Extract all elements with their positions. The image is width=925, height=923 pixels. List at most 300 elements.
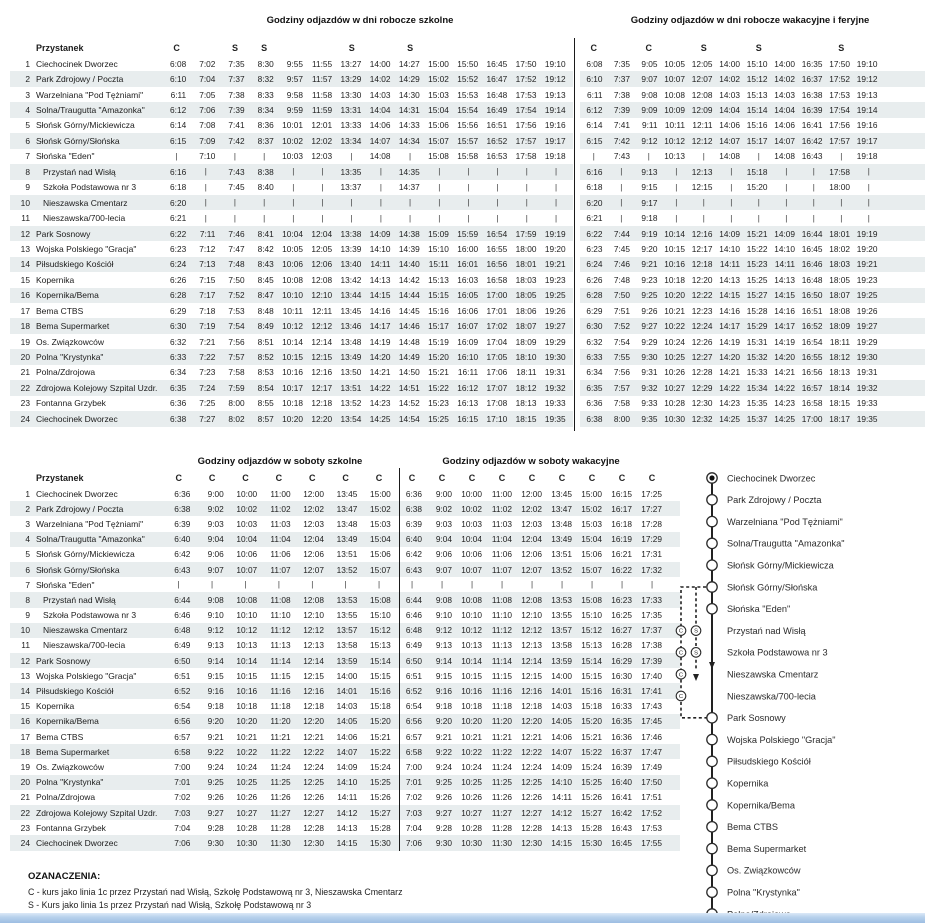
time-cell: 9:15	[641, 182, 658, 193]
time-cell: 12:13	[691, 166, 713, 177]
stop-number: 19	[20, 761, 30, 772]
variant-stop-letter: C	[678, 650, 684, 657]
time-cell: 15:10	[369, 610, 391, 621]
time-cell: 14:17	[369, 321, 391, 332]
time-cell: 19:21	[544, 259, 566, 270]
time-cell: 16:52	[801, 321, 823, 332]
time-cell: 19:31	[856, 367, 878, 378]
time-cell: 17:53	[641, 822, 662, 833]
time-cell: 14:09	[369, 228, 391, 239]
no-stop-mark: |	[409, 213, 412, 223]
time-cell: 7:56	[613, 367, 630, 378]
stop-name: Park Sosnowy	[36, 655, 91, 666]
time-cell: 17:53	[515, 89, 537, 100]
time-cell: 17:49	[641, 761, 662, 772]
time-cell: 6:24	[170, 259, 187, 270]
time-cell: 16:54	[486, 228, 508, 239]
time-cell: 7:05	[199, 89, 216, 100]
time-cell: 17:41	[641, 686, 662, 697]
time-cell: 8:02	[228, 413, 245, 424]
time-cell: 15:11	[428, 259, 449, 270]
time-cell: 14:07	[551, 746, 572, 757]
time-cell: 12:27	[691, 352, 713, 363]
route-variant-mark: C	[648, 473, 656, 483]
time-cell: 15:06	[581, 549, 602, 560]
time-cell: 14:50	[398, 367, 420, 378]
time-cell: 10:08	[664, 89, 685, 100]
time-cell: 8:00	[613, 413, 630, 424]
time-cell: 14:11	[370, 259, 391, 270]
time-cell: 14:10	[369, 243, 391, 254]
time-cell: 18:13	[515, 398, 537, 409]
no-stop-mark: |	[647, 151, 650, 161]
time-cell: 14:39	[398, 243, 420, 254]
top-table-divider	[574, 38, 575, 431]
stop-name: Słońska "Eden"	[36, 579, 95, 590]
time-cell: 6:50	[405, 655, 422, 666]
no-stop-mark: |	[244, 580, 247, 590]
time-cell: 6:42	[174, 549, 191, 560]
time-cell: 7:41	[613, 120, 630, 131]
time-cell: 9:28	[435, 822, 452, 833]
variant-stop-letter: C	[678, 672, 684, 679]
time-cell: 7:46	[228, 228, 245, 239]
time-cell: 6:35	[170, 382, 187, 393]
stop-name: Piłsudskiego Kościół	[36, 259, 114, 270]
time-cell: 12:00	[303, 488, 324, 499]
time-cell: 7:11	[199, 228, 216, 239]
stop-number: 20	[20, 352, 30, 363]
time-cell: 7:19	[199, 321, 216, 332]
time-cell: 17:50	[641, 777, 662, 788]
time-cell: 7:01	[174, 777, 191, 788]
time-cell: 11:04	[270, 534, 291, 545]
stop-number: 20	[20, 777, 30, 788]
time-cell: 10:07	[236, 564, 258, 575]
time-cell: 16:06	[457, 305, 479, 316]
time-cell: 14:06	[719, 120, 740, 131]
time-cell: 7:00	[405, 761, 422, 772]
legend-heading: OZANACZENIA:	[28, 871, 101, 882]
stop-name: Ciechocinek Dworzec	[36, 58, 118, 69]
stop-icon	[707, 516, 717, 526]
stop-name: Solna/Traugutta "Amazonka"	[36, 534, 145, 545]
time-cell: 7:39	[228, 105, 245, 116]
time-cell: 9:13	[435, 640, 452, 651]
no-stop-mark: |	[867, 198, 870, 208]
time-cell: 9:21	[435, 731, 452, 742]
no-stop-mark: |	[277, 580, 280, 590]
time-cell: 12:06	[311, 259, 333, 270]
time-cell: 17:08	[486, 398, 508, 409]
time-cell: 9:30	[641, 352, 658, 363]
time-cell: 11:08	[491, 594, 512, 605]
time-cell: 15:10	[428, 243, 449, 254]
time-cell: 14:22	[719, 382, 740, 393]
time-cell: 12:10	[311, 290, 333, 301]
stop-name: Fontanna Grzybek	[36, 398, 106, 409]
header-row	[397, 470, 680, 486]
time-cell: 12:13	[521, 640, 542, 651]
timetable-row	[580, 180, 925, 195]
time-cell: 17:39	[641, 655, 662, 666]
time-cell: 16:55	[486, 243, 508, 254]
time-cell: 18:15	[829, 398, 850, 409]
time-cell: 17:04	[486, 336, 508, 347]
timetable-row	[397, 532, 680, 547]
time-cell: 16:40	[611, 777, 632, 788]
timetable-row	[10, 257, 573, 272]
no-stop-mark: |	[757, 198, 760, 208]
time-cell: 9:21	[207, 731, 224, 742]
time-cell: 16:37	[611, 746, 632, 757]
time-cell: 15:04	[581, 534, 602, 545]
time-cell: 12:21	[521, 731, 542, 742]
legend-line-c: C - kurs jako linia 1c przez Przystań nad Wisłą, Szkołę Podstawową nr 3, Nieszawska Cmentarz	[28, 887, 403, 897]
time-cell: 18:02	[829, 243, 850, 254]
time-cell: 14:22	[774, 382, 795, 393]
no-stop-mark: |	[730, 167, 733, 177]
route-variant-mark: C	[275, 473, 283, 483]
time-cell: 10:03	[461, 518, 482, 529]
time-cell: 14:04	[719, 105, 740, 116]
time-cell: 15:07	[369, 564, 391, 575]
time-cell: 15:04	[428, 105, 449, 116]
time-cell: 13:38	[340, 228, 362, 239]
time-cell: 12:16	[691, 228, 713, 239]
time-cell: 9:20	[435, 716, 452, 727]
time-cell: 9:08	[641, 89, 658, 100]
stop-number: 14	[20, 259, 30, 270]
time-cell: 19:10	[544, 58, 566, 69]
time-cell: 11:08	[270, 594, 291, 605]
time-cell: 7:42	[613, 135, 630, 146]
time-cell: 10:18	[236, 701, 258, 712]
no-stop-mark: |	[263, 213, 266, 223]
time-cell: 10:25	[664, 352, 685, 363]
time-cell: 14:11	[719, 259, 740, 270]
timetable-row	[397, 775, 680, 790]
route-variant-mark: C	[468, 473, 476, 483]
diagram-stop-label: Słońsk Górny/Słońska	[727, 582, 818, 593]
timetable-row	[10, 562, 399, 577]
time-cell: 14:04	[774, 105, 795, 116]
route-variant-mark: C	[408, 473, 416, 483]
time-cell: 6:22	[586, 228, 603, 239]
time-cell: 7:43	[613, 151, 630, 162]
diagram-stop-label: Piłsudskiego Kościół	[727, 756, 811, 767]
time-cell: 11:04	[491, 534, 512, 545]
time-cell: 14:51	[398, 382, 420, 393]
time-cell: 14:09	[551, 761, 572, 772]
time-cell: 7:57	[613, 382, 630, 393]
time-cell: 10:18	[282, 398, 303, 409]
time-cell: 14:12	[336, 807, 358, 818]
time-cell: 15:52	[457, 74, 479, 85]
time-cell: 14:54	[398, 413, 420, 424]
time-cell: 15:28	[746, 305, 768, 316]
stop-number: 22	[20, 807, 30, 818]
time-cell: 16:11	[457, 367, 479, 378]
stop-name: Kopernika/Bema	[36, 290, 99, 301]
timetable-row	[397, 729, 680, 744]
stop-number: 6	[25, 564, 30, 575]
stop-number: 3	[25, 89, 30, 100]
time-cell: 9:00	[435, 488, 452, 499]
time-cell: 15:06	[428, 120, 449, 131]
time-cell: 6:34	[586, 367, 603, 378]
time-cell: 14:19	[369, 336, 391, 347]
time-cell: 16:51	[801, 305, 823, 316]
time-cell: 14:49	[398, 352, 420, 363]
time-cell: 9:20	[641, 243, 658, 254]
time-cell: 11:12	[491, 625, 512, 636]
route-variant-mark: C	[242, 473, 249, 483]
time-cell: 9:03	[207, 518, 224, 529]
time-cell: 9:11	[641, 120, 658, 131]
diagram-stop-label: Warzelniana "Pod Tężniami"	[727, 516, 843, 527]
time-cell: 12:30	[521, 837, 542, 848]
time-cell: 14:46	[398, 321, 420, 332]
stop-name: Polna "Krystynka"	[36, 777, 104, 788]
timetable-row	[10, 683, 399, 698]
stop-number: 18	[20, 321, 30, 332]
time-cell: 13:52	[551, 564, 572, 575]
stop-name: Fontanna Grzybek	[36, 822, 106, 833]
time-cell: 9:24	[435, 761, 452, 772]
time-cell: 13:58	[551, 640, 572, 651]
no-stop-mark: |	[675, 198, 678, 208]
time-cell: 12:17	[311, 382, 333, 393]
stop-number: 18	[20, 746, 30, 757]
time-cell: 9:27	[641, 321, 658, 332]
time-cell: 10:26	[236, 792, 258, 803]
no-stop-mark: |	[233, 198, 236, 208]
time-cell: 8:42	[257, 243, 274, 254]
no-stop-mark: |	[496, 167, 499, 177]
time-cell: 17:37	[641, 625, 662, 636]
no-stop-mark: |	[438, 167, 441, 177]
time-cell: 10:02	[236, 503, 258, 514]
time-cell: 9:06	[435, 549, 452, 560]
time-cell: 15:16	[746, 120, 768, 131]
timetable-row	[10, 699, 399, 714]
time-cell: 10:15	[461, 670, 482, 681]
time-cell: 6:33	[586, 352, 603, 363]
terminal-stop-center-icon	[709, 475, 714, 480]
title-weekday-vacation: Godziny odjazdów w dni robocze wakacyjne i feryjne	[630, 15, 870, 26]
time-cell: 15:12	[369, 625, 391, 636]
stop-column-header: Przystanek	[36, 473, 84, 483]
time-cell: 7:52	[613, 321, 630, 332]
time-cell: 16:58	[486, 274, 508, 285]
no-stop-mark: |	[496, 213, 499, 223]
stop-number: 10	[20, 197, 30, 208]
time-cell: 17:50	[515, 58, 537, 69]
time-cell: 18:11	[829, 336, 850, 347]
no-stop-mark: |	[592, 151, 595, 161]
time-cell: 14:06	[336, 731, 358, 742]
time-cell: 10:01	[282, 120, 303, 131]
time-cell: 18:11	[516, 367, 537, 378]
time-cell: 6:48	[405, 625, 422, 636]
time-cell: 7:04	[405, 822, 422, 833]
stop-name: Park Sosnowy	[36, 228, 91, 239]
time-cell: 6:57	[405, 731, 422, 742]
time-cell: 9:12	[207, 625, 224, 636]
no-stop-mark: |	[204, 213, 207, 223]
diagram-stop-label: Nieszawska Cmentarz	[727, 669, 819, 680]
time-cell: 10:20	[282, 413, 303, 424]
saturday-vacation-table	[397, 470, 680, 851]
no-stop-mark: |	[204, 167, 207, 177]
timetable-row	[10, 272, 573, 287]
time-cell: 12:04	[311, 228, 333, 239]
time-cell: 7:47	[228, 243, 245, 254]
time-cell: 14:33	[398, 120, 420, 131]
time-cell: 15:27	[581, 807, 602, 818]
time-cell: 7:48	[613, 274, 630, 285]
time-cell: 15:04	[369, 534, 391, 545]
time-cell: 7:06	[174, 837, 191, 848]
stop-name: Bema CTBS	[36, 731, 84, 742]
time-cell: 12:01	[311, 120, 333, 131]
time-cell: 6:18	[586, 182, 603, 193]
time-cell: 15:20	[428, 352, 449, 363]
time-cell: 11:59	[311, 105, 333, 116]
time-cell: 6:38	[405, 503, 422, 514]
time-cell: 17:56	[829, 120, 850, 131]
time-cell: 15:18	[369, 701, 391, 712]
stop-name: Ciechocinek Dworzec	[36, 488, 118, 499]
time-cell: 13:55	[551, 610, 572, 621]
time-cell: 10:14	[664, 228, 685, 239]
time-cell: 9:17	[641, 197, 658, 208]
time-cell: 6:22	[170, 228, 187, 239]
no-stop-mark: |	[321, 167, 324, 177]
time-cell: 8:33	[257, 89, 274, 100]
time-cell: 12:02	[303, 503, 324, 514]
stop-number: 12	[20, 228, 30, 239]
time-cell: 17:55	[641, 837, 662, 848]
timetable-row	[397, 638, 680, 653]
timetable-row	[10, 195, 573, 210]
no-stop-mark: |	[263, 198, 266, 208]
time-cell: 11:16	[270, 686, 291, 697]
time-cell: 19:16	[544, 120, 566, 131]
time-cell: 17:51	[641, 792, 662, 803]
no-stop-mark: |	[379, 198, 382, 208]
stop-name: Wojska Polskiego "Gracja"	[36, 243, 137, 254]
time-cell: 13:45	[336, 488, 358, 499]
time-cell: 10:02	[282, 135, 303, 146]
time-cell: 7:45	[613, 243, 630, 254]
time-cell: 6:16	[170, 166, 187, 177]
timetable-row	[397, 501, 680, 516]
time-cell: 15:00	[369, 488, 391, 499]
time-cell: 16:43	[801, 151, 823, 162]
time-cell: 12:18	[691, 259, 713, 270]
time-cell: 14:06	[551, 731, 572, 742]
time-cell: 12:14	[303, 655, 324, 666]
time-cell: 12:18	[521, 701, 542, 712]
time-cell: 6:54	[405, 701, 422, 712]
time-cell: 6:36	[405, 488, 422, 499]
stop-name: Nieszawska/700-lecia	[43, 640, 126, 651]
time-cell: 10:21	[236, 731, 258, 742]
timetable-row	[10, 653, 399, 668]
time-cell: 14:15	[369, 290, 391, 301]
time-cell: 15:32	[746, 352, 768, 363]
time-cell: 12:25	[303, 777, 324, 788]
no-stop-mark: |	[757, 213, 760, 223]
time-cell: 16:42	[801, 135, 823, 146]
time-cell: 19:25	[856, 290, 878, 301]
no-stop-mark: |	[292, 167, 295, 177]
time-cell: 9:07	[207, 564, 224, 575]
stop-number: 21	[20, 367, 30, 378]
stop-number: 2	[25, 74, 30, 85]
timetable-row	[580, 396, 925, 411]
time-cell: 16:56	[486, 259, 508, 270]
time-cell: 19:30	[544, 352, 566, 363]
time-cell: 14:01	[336, 686, 358, 697]
time-cell: 6:23	[586, 243, 603, 254]
header-row	[10, 40, 573, 56]
time-cell: 12:16	[311, 367, 333, 378]
time-cell: 13:44	[340, 290, 362, 301]
header-row	[10, 470, 399, 486]
time-cell: 6:21	[170, 213, 187, 224]
timetable-row	[10, 56, 573, 71]
no-stop-mark: |	[263, 151, 266, 161]
time-cell: 10:10	[461, 610, 482, 621]
time-cell: 14:23	[369, 398, 391, 409]
timetable-row	[580, 288, 925, 303]
time-cell: 9:05	[641, 58, 658, 69]
time-cell: 16:35	[611, 716, 632, 727]
time-cell: 12:26	[691, 336, 713, 347]
time-cell: 9:58	[286, 89, 303, 100]
no-stop-mark: |	[525, 198, 528, 208]
time-cell: 17:53	[829, 89, 850, 100]
timetable-row	[580, 195, 925, 210]
timetable-row	[10, 133, 573, 148]
time-cell: 7:53	[228, 305, 245, 316]
time-cell: 14:23	[719, 398, 740, 409]
no-stop-mark: |	[840, 151, 843, 161]
time-cell: 6:24	[586, 259, 603, 270]
time-cell: 11:55	[311, 58, 333, 69]
time-cell: 15:16	[369, 686, 391, 697]
time-cell: 6:56	[405, 716, 422, 727]
time-cell: 12:02	[311, 135, 333, 146]
title-saturday-vacation: Godziny odjazdów w soboty wakacyjne	[442, 456, 620, 467]
time-cell: 10:20	[236, 716, 258, 727]
diagram-stop-label: Przystań nad Wisłą	[727, 625, 806, 636]
time-cell: 14:02	[719, 74, 740, 85]
time-cell: 19:29	[856, 336, 878, 347]
time-cell: 7:57	[228, 352, 245, 363]
stop-number: 24	[20, 413, 30, 424]
time-cell: 16:39	[801, 105, 823, 116]
time-cell: 16:45	[611, 837, 632, 848]
timetable-row	[580, 365, 925, 380]
time-cell: 18:00	[515, 243, 537, 254]
time-cell: 9:59	[286, 105, 303, 116]
stop-name: Kopernika	[36, 274, 75, 285]
time-cell: 16:31	[611, 686, 632, 697]
